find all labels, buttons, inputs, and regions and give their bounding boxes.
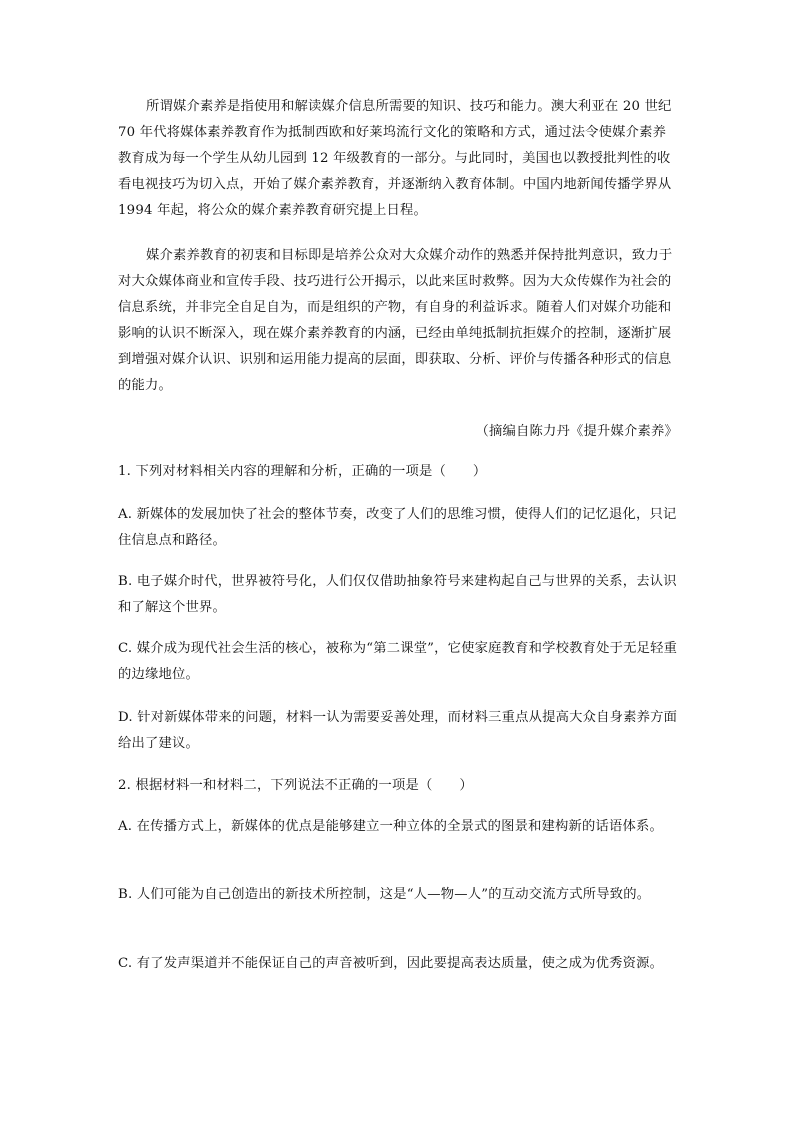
question-1-option-b: B. 电子媒介时代，世界被符号化，人们仅仅借助抽象符号来建构起自己与世界的关系，去认识和了解这个世界。 [118, 574, 677, 615]
question-2-option-c: C. 有了发声渠道并不能保证自己的声音被听到，因此要提高表达质量，使之成为优秀资源。 [118, 956, 664, 971]
question-1-option-a: A. 新媒体的发展加快了社会的整体节奏，改变了人们的思维习惯，使得人们的记忆退化，只记住信息点和路径。 [118, 507, 677, 548]
citation: （摘编自陈力丹《提升媒介素养》 [475, 424, 678, 439]
question-1-option-c: C. 媒介成为现代社会生活的核心，被称为“第二课堂”，它使家庭教育和学校教育处于无足轻重的边缘地位。 [118, 641, 678, 682]
question-2-option-b: B. 人们可能为自己创造出的新技术所控制，这是“人—物—人”的互动交流方式所导致的。 [118, 887, 651, 902]
question-1-stem: 1. 下列对材料相关内容的理解和分析，正确的一项是（ ） [118, 464, 487, 479]
question-1-option-d: D. 针对新媒体带来的问题，材料一认为需要妥善处理，而材料三重点从提高大众自身素养方面给出了建议。 [118, 710, 678, 751]
question-2-option-a: A. 在传播方式上，新媒体的优点是能够建立一种立体的全景式的图景和建构新的话语体系。 [118, 819, 664, 834]
question-2-stem: 2. 根据材料一和材料二，下列说法不正确的一项是（ ） [118, 778, 473, 793]
paragraph-media-literacy-definition: 所谓媒介素养是指使用和解读媒介信息所需要的知识、技巧和能力。澳大利亚在 20 世纪 70 年代将媒体素养教育作为抵制西欧和好莱坞流行文化的策略和方式，通过法令使媒介素养教育成为每一个学生从幼儿园到 12 年级教育的一部分。与此同时，美国也以教授批判性的收看电视技巧为切入点，开始了媒介素养教育，并逐渐纳入教育体制。中国内地新闻传播学界从 1994 年起，将公众的媒介素养教育研究提上日程。 [118, 99, 672, 218]
paragraph-media-literacy-education: 媒介素养教育的初衷和目标即是培养公众对大众媒介动作的熟悉并保持批判意识，致力于对大众媒体商业和宣传手段、技巧进行公开揭示，以此来匡时救弊。因为大众传媒作为社会的信息系统，并非完全自足自为，而是组织的产物，有自身的利益诉求。随着人们对媒介功能和影响的认识不断深入，现在媒介素养教育的内涵，已经由单纯抵制抗拒媒介的控制，逐渐扩展到增强对媒介认识、识别和运用能力提高的层面，即获取、分析、评价与传播各种形式的信息的能力。 [118, 248, 673, 393]
